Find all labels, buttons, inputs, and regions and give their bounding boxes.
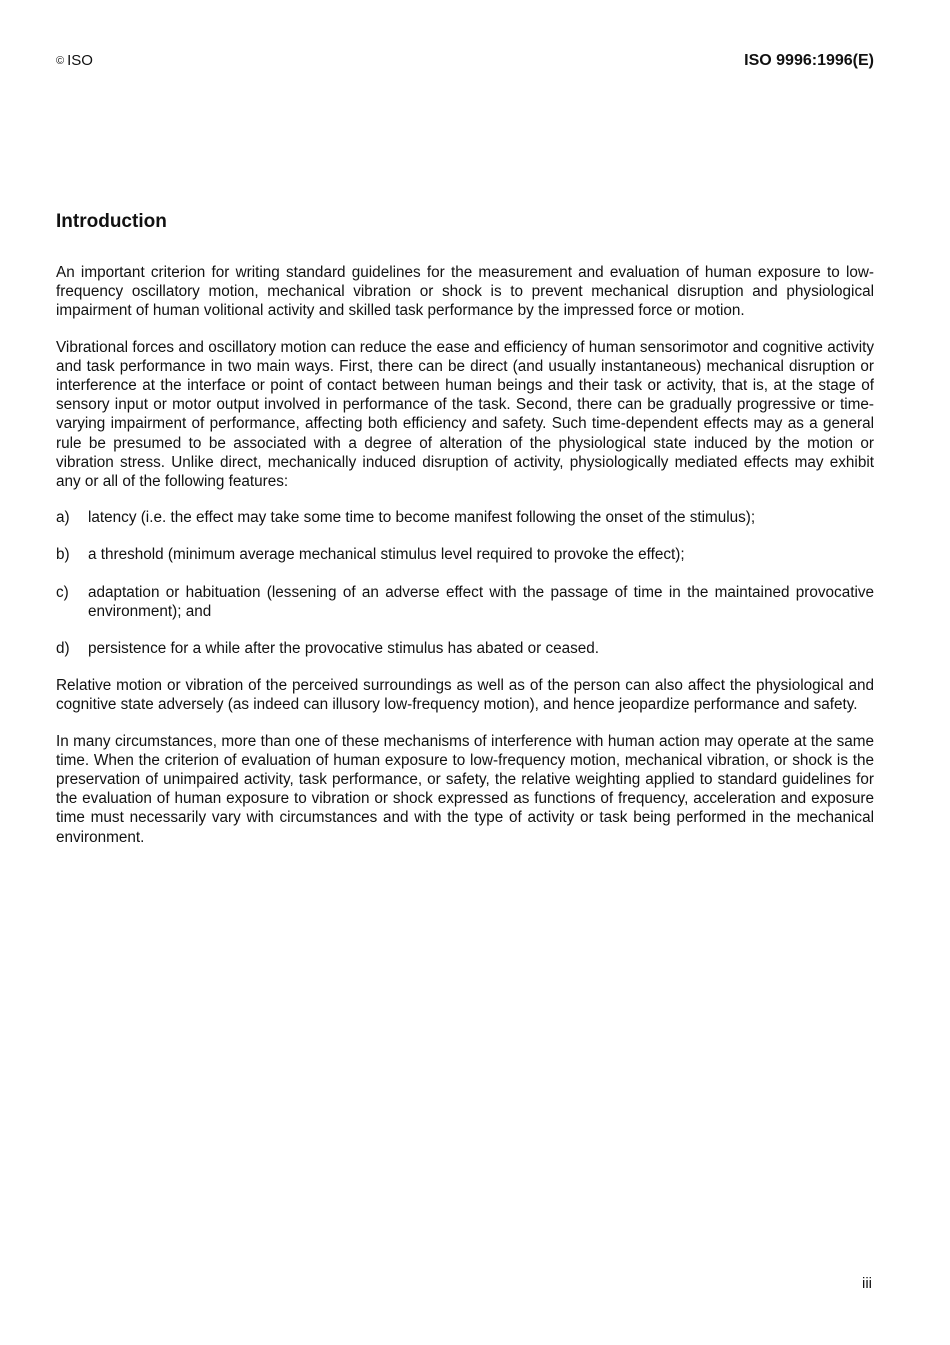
paragraph: In many circumstances, more than one of these mechanisms of interference with human action may operate at the same time. When the criterion of evaluation of human exposure to low-frequency motion, mechanical vibration, or shock is the preservation of unimpaired activity, task performance, or safety, the relative weighting applied to standard guidelines for the evaluation of human exposure to vibration or shock expressed as functions of frequency, acceleration and exposure time must necessarily vary with circumstances and with the type of activity or task being performed in the mechanical environment. [56,732,874,846]
feature-list [56,508,874,658]
list-marker: b) [56,546,70,564]
list-item [56,583,874,621]
page-content [56,208,874,864]
paragraph: An important criterion for writing standard guidelines for the measurement and evaluation of human exposure to low-frequency oscillatory motion, mechanical vibration or shock is to prevent mechanical disruption and physiological impairment of human volitional activity and skilled task performance by the impressed force or motion. [56,264,874,320]
list-item [56,545,874,564]
list-text: latency (i.e. the effect may take some time to become manifest following the onset of the stimulus); [88,509,756,527]
list-text: persistence for a while after the provocative stimulus has abated or ceased. [88,640,600,658]
section-title: Introduction [56,211,167,232]
list-text: a threshold (minimum average mechanical stimulus level required to provoke the effect); [88,546,685,564]
list-item [56,639,874,658]
list-text: adaptation or habituation (lessening of an adverse effect with the passage of time in the maintained provocative environment); and [88,583,874,620]
page-number: iii [862,1275,872,1292]
copyright-text: ISO [67,52,93,69]
list-item [56,508,874,527]
paragraph: Relative motion or vibration of the perceived surroundings as well as of the person can also affect the physiological and cognitive state adversely (as indeed can illusory low-frequency motion), and hence jeopardize performance and safety. [56,677,874,714]
copyright-notice [56,52,93,69]
list-marker: c) [56,583,69,601]
standard-id: ISO 9996:1996(E) [744,52,874,69]
list-marker: a) [56,509,70,527]
list-marker: d) [56,640,70,658]
copyright-symbol: © [56,55,65,67]
paragraph: Vibrational forces and oscillatory motion can reduce the ease and efficiency of human sensorimotor and cognitive activity and task performance in two main ways. First, there can be direct (and usually instantaneous) mechanical disruption or interference at the interface or point of contact between human beings and their task or activity, that is, at the stage of sensory input or motor output involved in performance of the task. Second, there can be gradually progressive or time-varying impairment of performance, affecting both efficiency and safety. Such time-dependent effects may as a general rule be presumed to be associated with a degree of alteration of the physiological state induced by the motion or vibration stress. Unlike direct, mechanically induced disruption of activity, physiologically mediated effects may exhibit any or all of the following features: [56,338,874,491]
